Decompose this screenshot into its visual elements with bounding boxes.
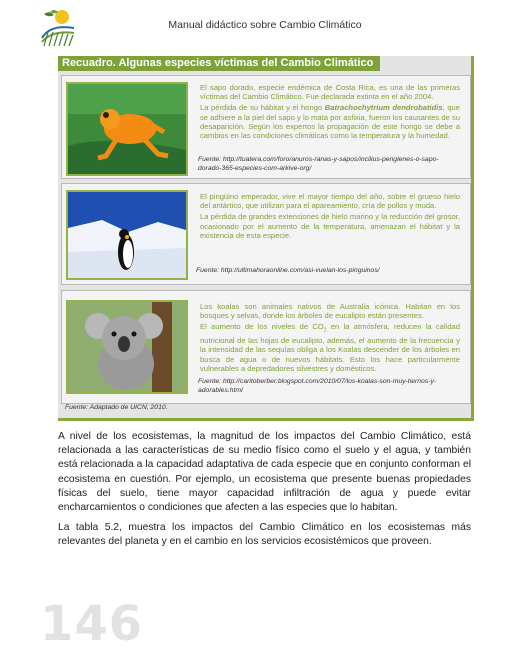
koala-description <box>200 302 460 375</box>
toad-source: Fuente: http://tuatera.com/foro/anuros-ranas-y-sapos/incilius-periglenes-o-sapo-dorado-365-especies-com-arkive-org/ <box>198 156 439 172</box>
penguin-source: Fuente: http://ultimahoraonline.com/asi-vuelan-los-pinguinos/ <box>196 267 380 274</box>
penguin-paragraph-2: La pérdida de grandes extensiones de hielo marino y la reducción del grosor, ocasionado por el aumento de la temperatura, amenazan el hábitat y la existencia de esta especie. <box>200 212 460 240</box>
toad-paragraph-2: La pérdida de su hábitat y el hongo Batrachochytrium dendrobatidis, que se adhiere a la piel del sapo y lo mata por asfixia, fueron los causantes de su desaparición. Según los expertos la propagación de este hongo se debe a cambios en las condiciones climáticas como la temperatura y la humedad. <box>200 103 461 141</box>
koala-paragraph-2: El aumento de los niveles de $CO_2$ en la atmósfera, reducen la calidad nutricional de las hojas de eucalipto, además, el aumento de la frecuencia y la intensidad de las sequías obliga a los Koalas descender de los árboles en busca de agua o de nuevos hábitats. Esto los hace particularmente vulnerables a depredadores silvestres y domésticos. <box>200 322 460 373</box>
penguin-description <box>200 192 460 242</box>
toad-paragraph-1: El sapo dorado, especie endémica de Costa Rica, es una de las primeras víctimas del Cambio Climático. Fue declarada extinta en el año 2004. <box>200 83 460 102</box>
callout-source: Fuente: Adaptado de UICN, 2010. <box>65 404 168 411</box>
body-paragraph-2: La tabla 5.2, muestra los impactos del Cambio Climático en los ecosistemas más relevantes del planeta y en el cambio en los servicios ecosistémicos que proveen. <box>58 522 471 548</box>
golden-toad-photo <box>66 82 188 176</box>
callout-title: Recuadro. Algunas especies víctimas del Cambio Climático <box>58 56 380 71</box>
page-number: 146 <box>40 596 144 652</box>
koala-paragraph-1: Los koalas son animales nativos de Australia icónica. Habitan en los bosques y selvas, donde los árboles de eucalipto están presentes. <box>200 302 460 321</box>
penguin-paragraph-1: El pingüino emperador, vive el mayor tiempo del año, sobre el grueso hielo del antártico, que utilizan para el apareamiento, cría de pollos y muda. <box>200 192 460 211</box>
emperor-penguin-photo <box>66 190 188 280</box>
body-paragraph-1: A nivel de los ecosistemas, la magnitud de los impactos del Cambio Climático, está relacionada a las características de su medio físico como el suelo y el agua, y también está relacionada a la capacidad adaptativa de cada especie que en conjunto conforman el ecosistema en cuestión. Por ejemplo, un ecosistema que presente buenas propiedades físicas del suelo, tiene mayor capacidad infiltración de agua y puede evitar encharcamientos o condiciones que afecten a las especies que lo habitan. <box>58 431 471 514</box>
koala-source: Fuente: http://caritoberber.blogspot.com/2010/07/los-koalas-son-muy-tiernos-y-adorables.html <box>198 378 437 394</box>
toad-description <box>200 83 460 142</box>
header-title: Manual didáctico sobre Cambio Climático <box>168 19 362 31</box>
koala-photo <box>66 300 188 394</box>
